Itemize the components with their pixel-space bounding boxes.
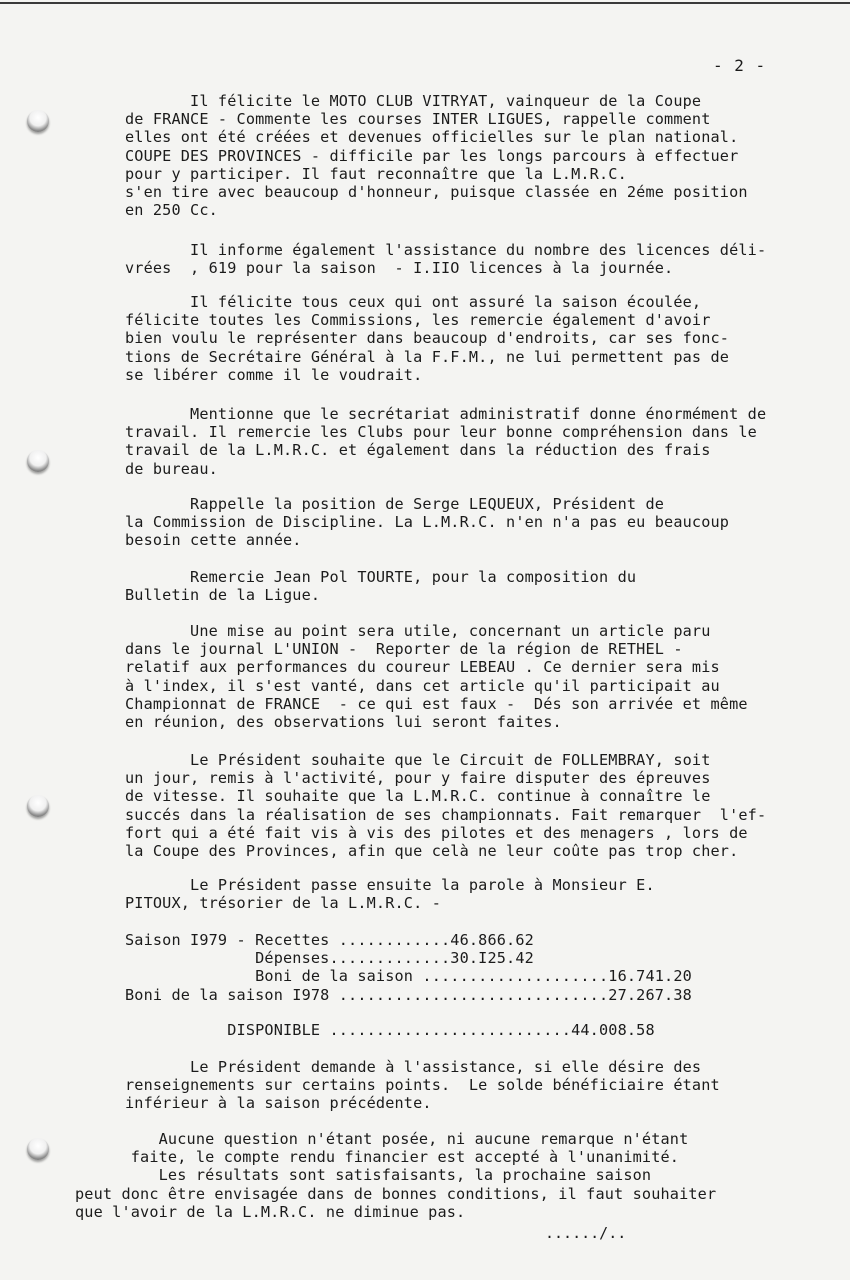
text-line: relatif aux performances du coureur LEBEAU . Ce dernier sera mis: [125, 658, 720, 677]
text-line: félicite toutes les Commissions, les remercie également d'avoir: [125, 311, 711, 330]
text-line: Le Président passe ensuite la parole à Monsieur E.: [125, 876, 655, 894]
text-line: Championnat de FRANCE - ce qui est faux - Dés son arrivée et même: [125, 694, 748, 713]
text-line: fort qui a été fait vis à vis des pilotes et des menagers , lors de: [125, 823, 748, 842]
disponible-line: [125, 1021, 655, 1039]
paragraph-bulletin: [125, 568, 636, 604]
text-line: besoin cette année.: [125, 531, 302, 550]
text-line: vrées , 619 pour la saison - I.IIO licences à la journée.: [125, 259, 674, 278]
text-line: elles ont été créées et devenues officielles sur le plan national.: [125, 128, 739, 147]
text-line: tions de Secrétaire Général à la F.F.M., ne lui permettent pas de: [125, 347, 730, 366]
paragraph-tresorier: [125, 876, 655, 912]
text-line: en 250 Cc.: [125, 201, 218, 220]
text-line: en réunion, des observations lui seront faites.: [125, 713, 562, 732]
text-line: Aucune question n'étant posée, ni aucune remarque n'étant: [75, 1130, 689, 1148]
text-line: la Commission de Discipline. La L.M.R.C. n'en n'a pas eu beaucoup: [125, 513, 730, 532]
text-line: Le Président souhaite que le Circuit de FOLLEMBRAY, soit: [125, 751, 711, 769]
text-line: Remercie Jean Pol TOURTE, pour la composition du: [125, 568, 637, 586]
paragraph-secretariat: [125, 405, 766, 478]
paragraph-assistance: [125, 1058, 720, 1113]
text-line: travail de la L.M.R.C. et également dans la réduction des frais: [125, 441, 711, 460]
text-line: travail. Il remercie les Clubs pour leur bonne compréhension dans le: [125, 423, 757, 442]
text-line: Boni de la saison I978 .............................27.267.38: [125, 985, 692, 1004]
text-line: COUPE DES PROVINCES - difficile par les longs parcours à effectuer: [125, 146, 739, 165]
text-line: bien voulu le représenter dans beaucoup d'endroits, car ses fonc-: [125, 329, 730, 348]
text-line: succés dans la réalisation de ses championnats. Fait remarquer l'ef-: [125, 805, 767, 824]
page-number: - 2 -: [713, 56, 767, 75]
text-line: Mentionne que le secrétariat administratif donne énormément de: [125, 405, 767, 423]
paragraph-discipline: [125, 495, 729, 550]
binder-hole-1: [27, 110, 49, 132]
paragraph-follembray: [125, 751, 766, 860]
text-line: de FRANCE - Commente les courses INTER LIGUES, rappelle comment: [125, 110, 711, 129]
text-line: Il félicite tous ceux qui ont assuré la saison écoulée,: [125, 293, 702, 311]
text-line: la Coupe des Provinces, afin que celà ne leur coûte pas trop cher.: [125, 842, 739, 861]
text-line: se libérer comme il le voudrait.: [125, 365, 423, 384]
text-line: de bureau.: [125, 459, 218, 478]
text-line: un jour, remis à l'activité, pour y faire disputer des épreuves: [125, 769, 711, 788]
text-line: Bulletin de la Ligue.: [125, 586, 321, 605]
paragraph-union-article: [125, 622, 748, 731]
text-line: dans le journal L'UNION - Reporter de la région de RETHEL -: [125, 640, 683, 659]
text-line: à l'index, il s'est vanté, dans cet article qu'il participait au: [125, 676, 720, 695]
text-line: Le Président demande à l'assistance, si elle désire des: [125, 1058, 702, 1076]
binder-hole-4: [27, 1138, 49, 1160]
text-line: Il informe également l'assistance du nombre des licences déli-: [125, 241, 767, 259]
paragraph-conclusion: [75, 1130, 716, 1221]
text-line: s'en tire avec beaucoup d'honneur, puisque classée en 2éme position: [125, 183, 748, 202]
text-line: Rappelle la position de Serge LEQUEUX, Président de: [125, 495, 665, 513]
text-line: peut donc être envisagée dans de bonnes conditions, il faut souhaiter: [75, 1184, 717, 1203]
paragraph-licences: [125, 241, 766, 277]
binder-hole-2: [27, 450, 49, 472]
text-line: faite, le compte rendu financier est accepté à l'unanimité.: [75, 1148, 680, 1167]
text-line: Boni de la saison ....................16.741.20: [125, 967, 692, 986]
text-line: pour y participer. Il faut reconnaître que la L.M.R.C.: [125, 164, 627, 183]
text-line: renseignements sur certains points. Le solde bénéficiaire étant: [125, 1076, 720, 1095]
text-line: PITOUX, trésorier de la L.M.R.C. -: [125, 894, 441, 913]
text-line: DISPONIBLE ..........................44.008.58: [125, 1021, 655, 1039]
text-line: Une mise au point sera utile, concernant un article paru: [125, 622, 711, 640]
financial-table: [125, 931, 692, 1004]
text-line: que l'avoir de la L.M.R.C. ne diminue pas.: [75, 1202, 466, 1221]
text-line: de vitesse. Il souhaite que la L.M.R.C. continue à connaître le: [125, 787, 711, 806]
binder-hole-3: [27, 795, 49, 817]
text-line: inférieur à la saison précédente.: [125, 1094, 432, 1113]
paragraph-coupe: [125, 92, 748, 219]
text-line: Il félicite le MOTO CLUB VITRYAT, vainqueur de la Coupe: [125, 92, 702, 110]
text-line: Saison I979 - Recettes ............46.866.62: [125, 931, 534, 949]
continuation-mark: ....../..: [545, 1224, 627, 1242]
text-line: Les résultats sont satisfaisants, la prochaine saison: [75, 1166, 652, 1185]
text-line: Dépenses.............30.I25.42: [125, 949, 534, 968]
page-top-edge: [0, 2, 850, 4]
paragraph-commissions: [125, 293, 729, 384]
